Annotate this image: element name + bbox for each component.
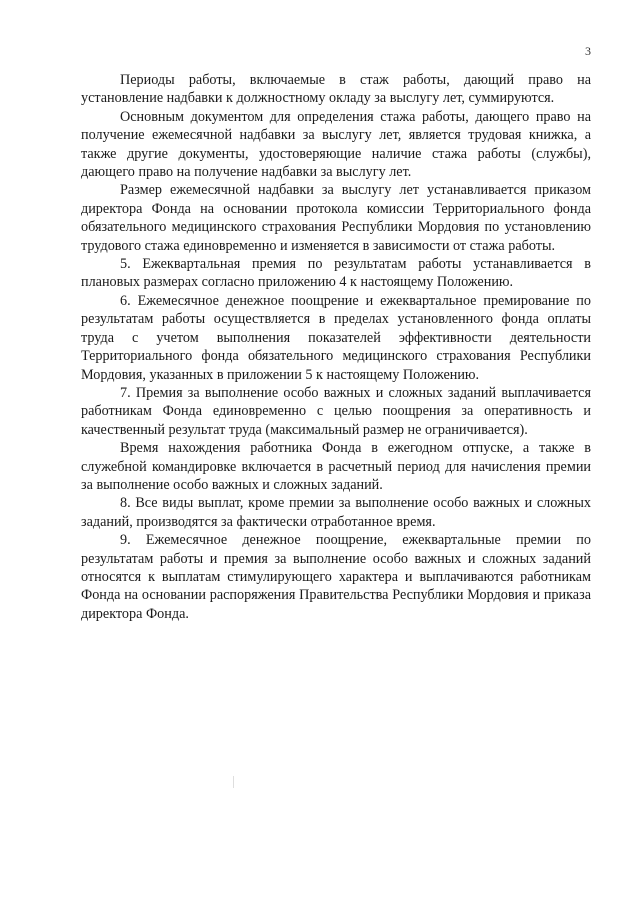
page-number: 3 xyxy=(585,44,591,58)
paragraph-allowance-size: Размер ежемесячной надбавки за выслугу лет устанавливается приказом директора Фонда на основании протокола комиссии Территориального фонда обязательного медицинского страхования Республики Мордовия по установлению трудового стажа единовременно и изменяется в зависимости от стажа работы. xyxy=(81,182,591,254)
scan-artifact xyxy=(233,776,234,788)
paragraph-item-5: 5. Ежеквартальная премия по результатам работы устанавливается в плановых размерах согласно приложению 4 к настоящему Положению. xyxy=(81,256,591,291)
document-body xyxy=(81,71,591,623)
paragraph-main-document: Основным документом для определения стажа работы, дающего право на получение ежемесячной надбавки за выслугу лет, является трудовая книжка, а также другие документы, удостоверяющие наличие стажа работы (службы), дающего право на получение надбавки за выслугу лет. xyxy=(81,108,591,181)
paragraph-work-periods: Периоды работы, включаемые в стаж работы, дающий право на установление надбавки к должностному окладу за выслугу лет, суммируются. xyxy=(81,72,591,107)
paragraph-item-7: 7. Премия за выполнение особо важных и сложных заданий выплачивается работникам Фонда единовременно с целью поощрения за оперативность и качественный результат труда (максимальный размер не ограничивается). xyxy=(81,384,591,438)
paragraph-vacation-period: Время нахождения работника Фонда в ежегодном отпуске, а также в служебной командировке включается в расчетный период для начисления премии за выполнение особо важных и сложных заданий. xyxy=(81,440,591,493)
paragraph-item-6: 6. Ежемесячное денежное поощрение и ежеквартальное премирование по результатам работы осуществляется в пределах установленного фонда оплаты труда с учетом выполнения показателей эффективности деятельности Территориального фонда обязательного медицинского страхования Республики Мордовия, указанных в приложении 5 к настоящему Положению. xyxy=(81,292,591,383)
paragraph-item-9: 9. Ежемесячное денежное поощрение, ежеквартальные премии по результатам работы и премия за выполнение особо важных и сложных заданий относятся к выплатам стимулирующего характера и выплачиваются работникам Фонда на основании распоряжения Правительства Республики Мордовия и приказа директора Фонда. xyxy=(81,532,591,622)
paragraph-item-8: 8. Все виды выплат, кроме премии за выполнение особо важных и сложных заданий, производятся за фактически отработанное время. xyxy=(81,495,591,530)
